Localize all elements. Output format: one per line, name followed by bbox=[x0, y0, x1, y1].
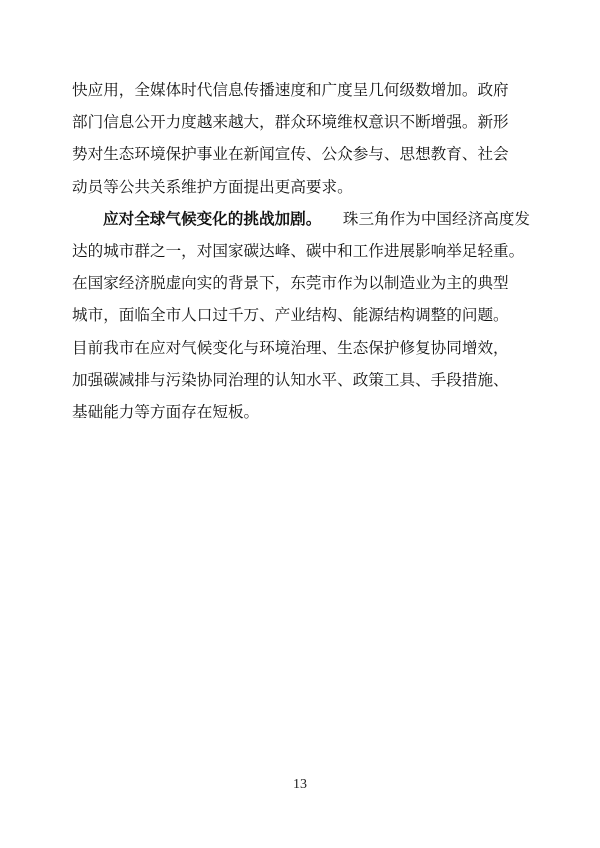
text-line: 达的城市群之一，对国家碳达峰、碳中和工作进展影响举足轻重。 bbox=[72, 241, 525, 260]
text-line: 快应用，全媒体时代信息传播速度和广度呈几何级数增加。政府 bbox=[72, 81, 509, 99]
text-line: 加强碳减排与污染协同治理的认知水平、政策工具、手段措施、 bbox=[72, 370, 509, 389]
body-text bbox=[72, 74, 530, 428]
paragraph-2 bbox=[72, 203, 530, 428]
paragraph-lead-heading: 应对全球气候变化的挑战加剧。 bbox=[103, 208, 322, 228]
paragraph-1 bbox=[72, 74, 530, 203]
text-line-remainder: 珠三角作为中国经济高度发 bbox=[342, 209, 530, 228]
page-number: 13 bbox=[293, 777, 307, 792]
text-line: 城市，面临全市人口过千万、产业结构、能源结构调整的问题。 bbox=[72, 306, 509, 325]
text-line: 在国家经济脱虚向实的背景下，东莞市作为以制造业为主的典型 bbox=[72, 274, 509, 293]
text-line: 势对生态环境保护事业在新闻宣传、公众参与、思想教育、社会 bbox=[72, 145, 509, 164]
text-line-first bbox=[72, 203, 530, 235]
text-line: 动员等公共关系维护方面提出更高要求。 bbox=[72, 177, 353, 196]
text-line: 基础能力等方面存在短板。 bbox=[72, 402, 260, 421]
text-line: 目前我市在应对气候变化与环境治理、生态保护修复协同增效， bbox=[72, 338, 509, 357]
text-line: 部门信息公开力度越来越大，群众环境维权意识不断增强。新形 bbox=[72, 113, 509, 132]
